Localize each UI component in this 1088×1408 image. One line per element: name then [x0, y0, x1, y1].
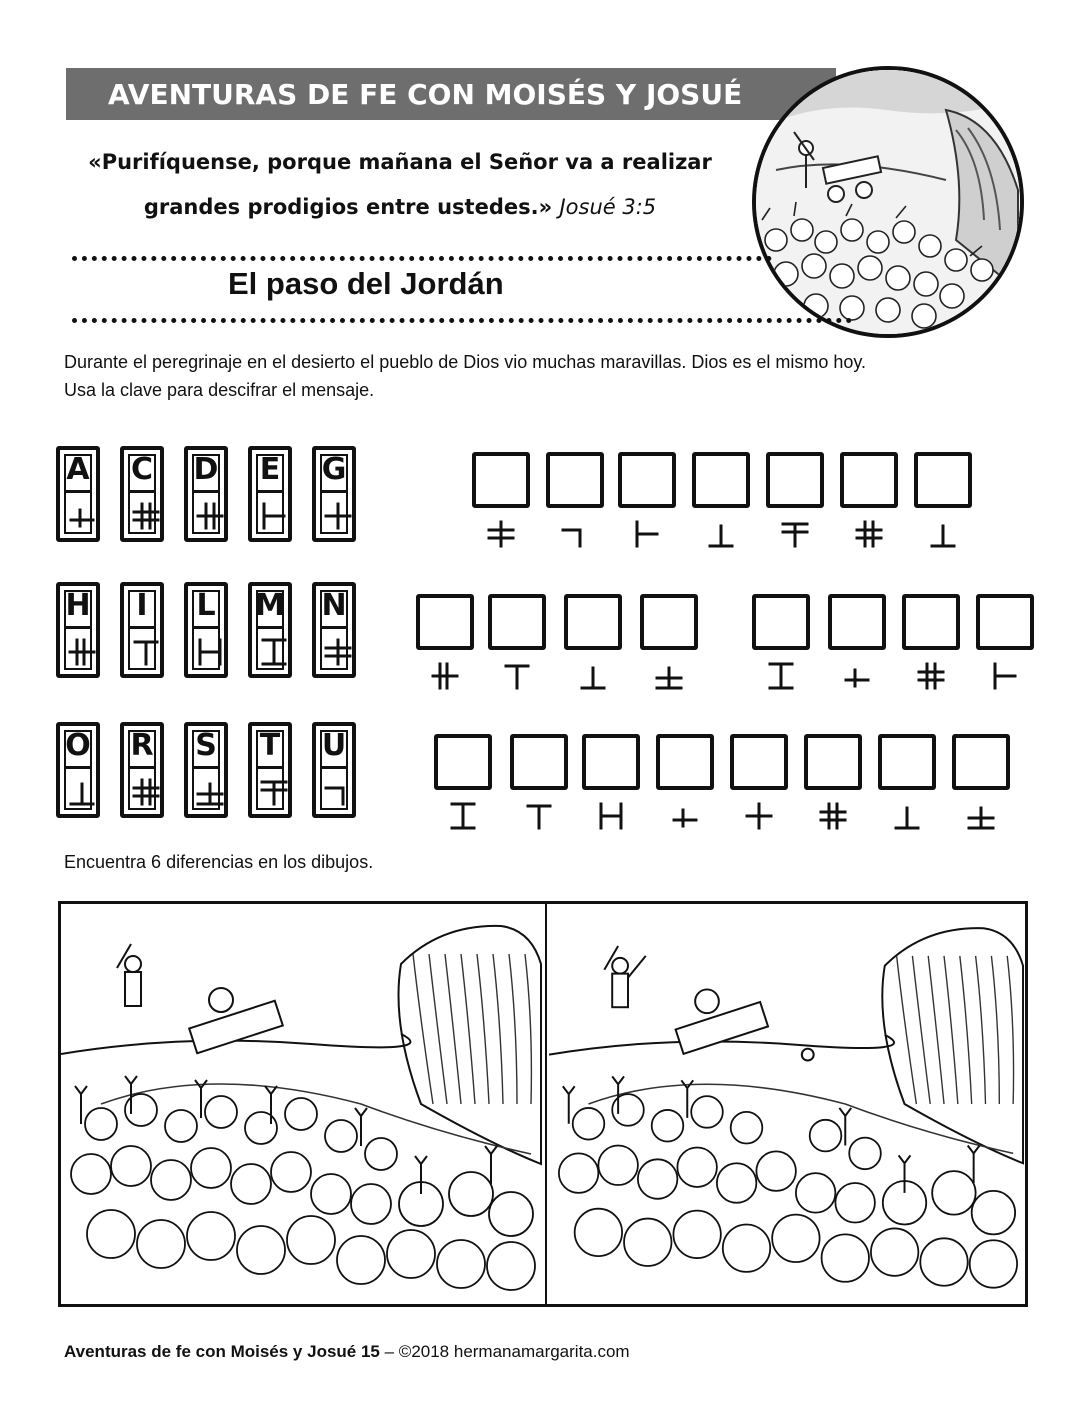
- verse-reference: Josué 3:5: [559, 195, 657, 219]
- cipher-symbol-icon: [990, 660, 1020, 692]
- key-letter: L: [196, 588, 216, 623]
- crowd-person: [137, 1220, 185, 1268]
- crowd-person: [287, 1216, 335, 1264]
- key-tile-s: [184, 722, 228, 818]
- answer-symbol: [780, 518, 810, 555]
- crowd-person: [573, 1108, 605, 1140]
- key-symbol-wrap: [323, 776, 353, 813]
- answer-symbol: [916, 660, 946, 697]
- crowd-person: [559, 1153, 599, 1193]
- answer-symbol: [990, 660, 1020, 697]
- cipher-symbol-icon: [67, 500, 97, 532]
- crowd-person: [652, 1110, 684, 1142]
- footer-copyright: – ©2018 hermanamargarita.com: [379, 1342, 630, 1361]
- answer-box[interactable]: [434, 734, 492, 790]
- crowd-person: [337, 1236, 385, 1284]
- answer-symbol: [502, 660, 532, 697]
- crowd-person: [970, 1240, 1017, 1287]
- key-symbol-wrap: [259, 636, 289, 673]
- answer-symbol: [966, 800, 996, 837]
- crowd-person: [691, 1096, 723, 1128]
- crowd-person: [285, 1098, 317, 1130]
- cipher-symbol-icon: [323, 500, 353, 532]
- crowd-person: [365, 1138, 397, 1170]
- key-tile-u: [312, 722, 356, 818]
- cipher-symbol-icon: [259, 776, 289, 808]
- cipher-symbol-icon: [67, 776, 97, 808]
- footer-book-title: Aventuras de fe con Moisés y Josué 15: [64, 1342, 380, 1361]
- cipher-symbol-icon: [706, 518, 736, 550]
- answer-box[interactable]: [472, 452, 530, 508]
- key-tile-h: [56, 582, 100, 678]
- answer-symbol: [524, 800, 554, 837]
- crowd-person: [723, 1224, 770, 1271]
- crowd-person: [810, 1120, 842, 1152]
- cipher-symbol-icon: [524, 800, 554, 832]
- crowd-person: [187, 1212, 235, 1260]
- crowd-person: [165, 1110, 197, 1142]
- cipher-symbol-icon: [916, 660, 946, 692]
- answer-box[interactable]: [546, 452, 604, 508]
- key-tile-i: [120, 582, 164, 678]
- cipher-symbol-icon: [818, 800, 848, 832]
- answer-box[interactable]: [640, 594, 698, 650]
- crowd-person: [205, 1096, 237, 1128]
- answer-symbol: [928, 518, 958, 555]
- cipher-symbol-icon: [892, 800, 922, 832]
- dotted-divider-bottom: [72, 318, 852, 323]
- crowd-person: [351, 1184, 391, 1224]
- cipher-symbol-icon: [766, 660, 796, 692]
- crowd-person: [677, 1147, 717, 1187]
- answer-symbol: [430, 660, 460, 697]
- key-tile-o: [56, 722, 100, 818]
- answer-box[interactable]: [416, 594, 474, 650]
- key-divider-line: [257, 766, 283, 769]
- key-letter: O: [65, 728, 91, 763]
- key-symbol-wrap: [259, 776, 289, 813]
- answer-box[interactable]: [902, 594, 960, 650]
- israelites-crossing-jordan-illustration: [752, 66, 1024, 338]
- key-letter: N: [321, 588, 347, 623]
- key-divider-line: [65, 626, 91, 629]
- key-divider-line: [193, 490, 219, 493]
- cipher-symbol-icon: [195, 636, 225, 668]
- leader-robe: [125, 972, 141, 1006]
- key-divider-line: [321, 490, 347, 493]
- key-tile-g: [312, 446, 356, 542]
- key-symbol-wrap: [67, 776, 97, 813]
- key-symbol-wrap: [323, 500, 353, 537]
- cipher-symbol-icon: [259, 636, 289, 668]
- crowd-person: [624, 1219, 671, 1266]
- key-letter: T: [259, 728, 281, 763]
- key-letter: M: [255, 588, 285, 623]
- key-divider-line: [321, 626, 347, 629]
- cipher-symbol-icon: [842, 660, 872, 692]
- key-tile-r: [120, 722, 164, 818]
- crowd-person: [932, 1171, 975, 1214]
- key-divider-line: [129, 490, 155, 493]
- cipher-symbol-icon: [486, 518, 516, 550]
- answer-box[interactable]: [582, 734, 640, 790]
- crowd-person: [638, 1159, 678, 1199]
- key-letter: C: [130, 452, 154, 487]
- key-divider-line: [257, 626, 283, 629]
- key-symbol-wrap: [67, 500, 97, 537]
- crowd-person: [822, 1234, 869, 1281]
- crowd-person: [796, 1173, 836, 1213]
- key-tile-n: [312, 582, 356, 678]
- answer-box[interactable]: [952, 734, 1010, 790]
- crowd-person: [85, 1108, 117, 1140]
- answer-box[interactable]: [766, 452, 824, 508]
- crowd-person: [325, 1120, 357, 1152]
- answer-symbol: [578, 660, 608, 697]
- answer-box[interactable]: [752, 594, 810, 650]
- page-footer: [64, 1342, 630, 1362]
- answer-symbol: [766, 660, 796, 697]
- answer-box[interactable]: [878, 734, 936, 790]
- answer-box[interactable]: [656, 734, 714, 790]
- crowd-person: [673, 1211, 720, 1258]
- crowd-person: [87, 1210, 135, 1258]
- crowd-person: [598, 1145, 638, 1185]
- extra-stone: [802, 1049, 814, 1061]
- key-symbol-wrap: [67, 636, 97, 673]
- leader-figure: [612, 958, 628, 974]
- crowd-person: [731, 1112, 763, 1144]
- answer-symbol: [486, 518, 516, 555]
- key-letter: U: [321, 728, 347, 763]
- cipher-symbol-icon: [928, 518, 958, 550]
- key-symbol-wrap: [131, 500, 161, 537]
- crowd-person: [772, 1215, 819, 1262]
- cipher-symbol-icon: [131, 636, 161, 668]
- key-divider-line: [65, 490, 91, 493]
- key-letter: H: [65, 588, 91, 623]
- crowd-person: [311, 1174, 351, 1214]
- answer-box[interactable]: [804, 734, 862, 790]
- answer-box[interactable]: [976, 594, 1034, 650]
- key-letter: S: [195, 728, 217, 763]
- answer-symbol: [892, 800, 922, 837]
- raised-arm: [628, 956, 646, 978]
- activity-intro: [64, 348, 1044, 404]
- answer-symbol: [670, 800, 700, 837]
- key-letter: A: [66, 452, 90, 487]
- crowd-person: [271, 1152, 311, 1192]
- key-divider-line: [65, 766, 91, 769]
- answer-symbol: [632, 518, 662, 555]
- cipher-symbol-icon: [632, 518, 662, 550]
- crowd-person: [125, 1094, 157, 1126]
- answer-box[interactable]: [914, 452, 972, 508]
- intro-line-1: Durante el peregrinaje en el desierto el pueblo de Dios vio muchas maravillas. Dios es el mismo hoy.: [64, 352, 867, 372]
- cipher-symbol-icon: [596, 800, 626, 832]
- crowd-person: [717, 1163, 757, 1203]
- key-divider-line: [129, 626, 155, 629]
- crowd-person: [575, 1209, 622, 1256]
- intro-line-2: Usa la clave para descifrar el mensaje.: [64, 380, 375, 400]
- crowd-person: [151, 1160, 191, 1200]
- cipher-symbol-icon: [780, 518, 810, 550]
- cipher-symbol-icon: [854, 518, 884, 550]
- crowd-person: [111, 1146, 151, 1186]
- cherub: [209, 988, 233, 1012]
- jordan-crossing-scene-variant: [549, 904, 1031, 1304]
- answer-symbol: [854, 518, 884, 555]
- activity-title: El paso del Jordán: [228, 266, 504, 301]
- key-divider-line: [257, 490, 283, 493]
- crowd-person: [972, 1191, 1015, 1234]
- cipher-symbol-icon: [259, 500, 289, 532]
- crowd-person: [489, 1192, 533, 1236]
- answer-box[interactable]: [692, 452, 750, 508]
- crowd-person: [437, 1240, 485, 1288]
- key-divider-line: [193, 766, 219, 769]
- answer-box[interactable]: [488, 594, 546, 650]
- key-tile-t: [248, 722, 292, 818]
- answer-symbol: [818, 800, 848, 837]
- crowd-person: [231, 1164, 271, 1204]
- crowd-person: [612, 1094, 644, 1126]
- answer-symbol: [842, 660, 872, 697]
- cipher-symbol-icon: [670, 800, 700, 832]
- answer-symbol: [448, 800, 478, 837]
- cipher-symbol-icon: [430, 660, 460, 692]
- crowd-person: [71, 1154, 111, 1194]
- cipher-symbol-icon: [654, 660, 684, 692]
- differences-instruction: Encuentra 6 diferencias en los dibujos.: [64, 852, 374, 872]
- leader-figure: [125, 956, 141, 972]
- crowd-person: [449, 1172, 493, 1216]
- ark: [676, 1002, 768, 1054]
- cipher-symbol-icon: [578, 660, 608, 692]
- cipher-symbol-icon: [195, 776, 225, 808]
- verse-line-1: «Purifíquense, porque mañana el Señor va a realizar: [88, 150, 712, 174]
- cipher-symbol-icon: [323, 636, 353, 668]
- leader-robe: [612, 974, 628, 1008]
- key-letter: E: [259, 452, 281, 487]
- key-tile-l: [184, 582, 228, 678]
- answer-symbol: [706, 518, 736, 555]
- crowd-person: [920, 1238, 967, 1285]
- cipher-symbol-icon: [560, 518, 590, 550]
- key-symbol-wrap: [323, 636, 353, 673]
- key-tile-a: [56, 446, 100, 542]
- answer-box[interactable]: [510, 734, 568, 790]
- key-letter: G: [321, 452, 347, 487]
- crowd-person: [245, 1112, 277, 1144]
- crowd-person: [387, 1230, 435, 1278]
- cipher-symbol-icon: [195, 500, 225, 532]
- answer-symbol: [560, 518, 590, 555]
- cipher-symbol-icon: [744, 800, 774, 832]
- cipher-symbol-icon: [502, 660, 532, 692]
- cipher-symbol-icon: [448, 800, 478, 832]
- verse-text: grandes prodigios entre ustedes.»: [143, 195, 553, 219]
- differences-divider: [545, 901, 547, 1307]
- cipher-symbol-icon: [131, 776, 161, 808]
- key-divider-line: [321, 766, 347, 769]
- key-symbol-wrap: [259, 500, 289, 537]
- crowd-person: [487, 1242, 535, 1290]
- answer-box[interactable]: [618, 452, 676, 508]
- key-symbol-wrap: [195, 776, 225, 813]
- key-tile-e: [248, 446, 292, 542]
- answer-symbol: [654, 660, 684, 697]
- key-symbol-wrap: [195, 500, 225, 537]
- key-symbol-wrap: [131, 776, 161, 813]
- answer-symbol: [596, 800, 626, 837]
- key-symbol-wrap: [195, 636, 225, 673]
- banner-title: AVENTURAS DE FE CON MOISÉS Y JOSUÉ: [108, 78, 743, 111]
- crowd-person: [849, 1138, 881, 1170]
- answer-symbol: [744, 800, 774, 837]
- crowd-person: [191, 1148, 231, 1188]
- answer-box[interactable]: [828, 594, 886, 650]
- crowd-person: [237, 1226, 285, 1274]
- answer-box[interactable]: [730, 734, 788, 790]
- crowd-person: [835, 1183, 875, 1223]
- key-letter: D: [193, 452, 219, 487]
- key-divider-line: [193, 626, 219, 629]
- key-letter: I: [136, 588, 148, 623]
- cipher-symbol-icon: [323, 776, 353, 808]
- verse-line-2: [70, 195, 730, 219]
- key-tile-d: [184, 446, 228, 542]
- key-tile-m: [248, 582, 292, 678]
- key-tile-c: [120, 446, 164, 542]
- cherub: [695, 989, 719, 1013]
- crowd-person: [871, 1228, 918, 1275]
- key-divider-line: [129, 766, 155, 769]
- cipher-symbol-icon: [67, 636, 97, 668]
- crowd-person: [756, 1151, 796, 1191]
- ark: [189, 1001, 283, 1054]
- cipher-symbol-icon: [131, 500, 161, 532]
- cipher-symbol-icon: [966, 800, 996, 832]
- answer-box[interactable]: [564, 594, 622, 650]
- key-letter: R: [130, 728, 154, 763]
- key-symbol-wrap: [131, 636, 161, 673]
- jordan-crossing-scene-original: [61, 904, 543, 1304]
- dotted-divider-top: [72, 256, 772, 261]
- answer-box[interactable]: [840, 452, 898, 508]
